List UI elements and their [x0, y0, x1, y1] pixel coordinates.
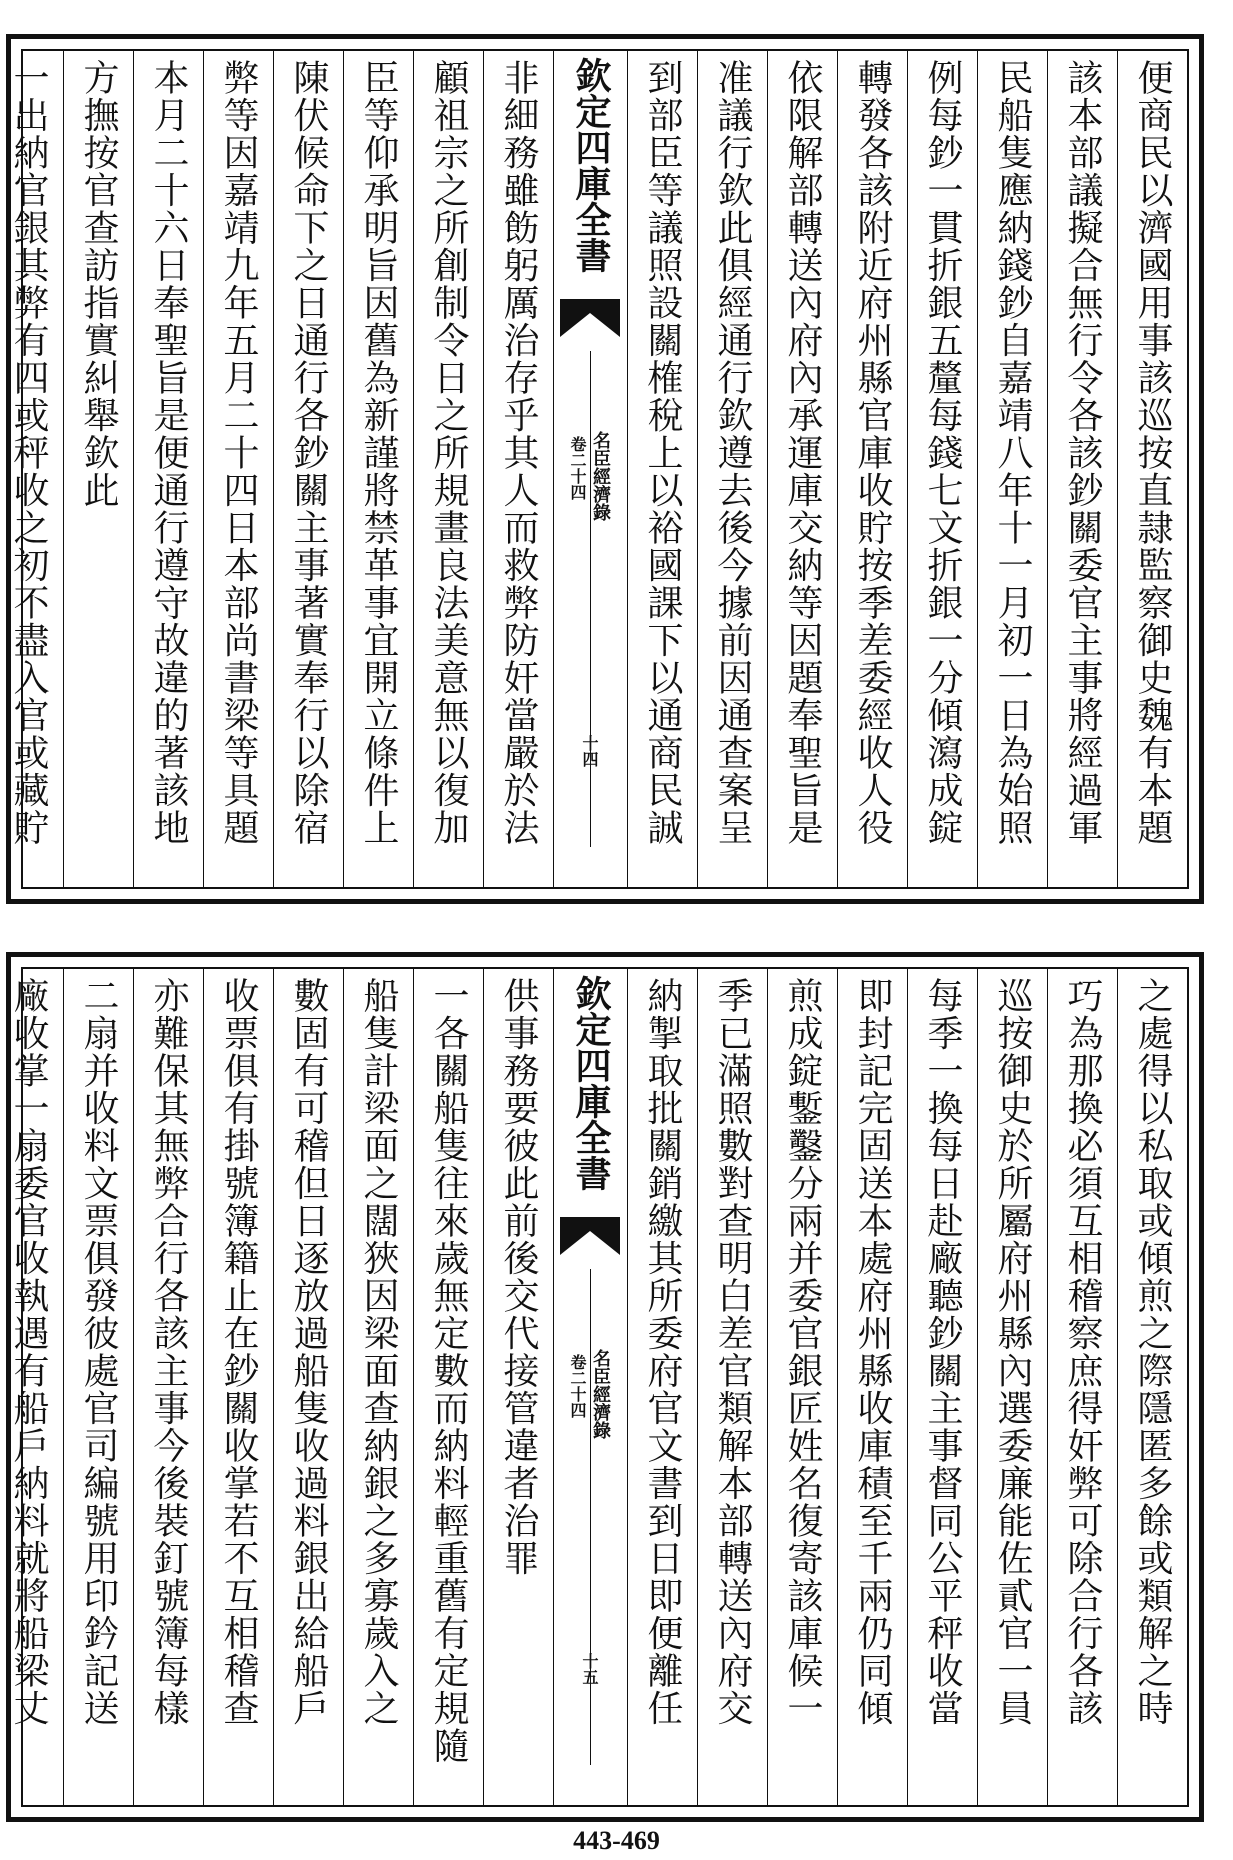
text-column: 數固有可稽但日逐放過船隻收過料銀出給船戶	[273, 969, 343, 1805]
text-column: 供事務要彼此前後交代接管違者治罪	[483, 969, 553, 1805]
center-spine	[553, 51, 627, 887]
text-column: 例每鈔一貫折銀五釐每錢七文折銀一分傾瀉成錠	[907, 51, 977, 887]
text-column: 本月二十六日奉聖旨是便通行遵守故違的著該地	[133, 51, 203, 887]
text-column: 一出納官銀其弊有四或秤收之初不盡入官或藏貯	[8, 59, 49, 847]
text-column: 民船隻應納錢鈔自嘉靖八年十一月初一日為始照	[977, 51, 1047, 887]
page-top	[6, 34, 1204, 904]
spine-rule	[590, 351, 591, 847]
text-column: 巧為那換必須互相稽察庶得奸弊可除合行各該	[1047, 969, 1117, 1805]
text-column: 收票俱有掛號簿籍止在鈔關收掌若不互相稽查	[203, 969, 273, 1805]
spine-book-title: 名臣經濟錄	[590, 1349, 611, 1439]
fishtail-mark-icon	[560, 299, 620, 337]
text-column: 二扇并收料文票俱發彼處官司編號用印鈐記送	[63, 969, 133, 1805]
spine-book-title: 名臣經濟錄	[590, 431, 611, 521]
page-bottom	[6, 952, 1204, 1822]
text-column: 船隻計梁面之闊狹因梁面查納銀之多寡歲入之	[343, 969, 413, 1805]
text-column: 依限解部轉送內府內承運庫交納等因題奉聖旨是	[767, 51, 837, 887]
spine-page-number: 十五	[580, 1653, 599, 1685]
text-column: 非細務雖飭躬厲治存乎其人而救弊防奸當嚴於法	[483, 51, 553, 887]
text-column: 煎成錠鏨鑿分兩并委官銀匠姓名復寄該庫候一	[767, 969, 837, 1805]
text-column: 方撫按官查訪指實糾舉欽此	[63, 51, 133, 887]
page-top-frame	[8, 49, 1189, 889]
page-range-label: 443-469	[573, 1826, 660, 1855]
text-column: 准議行欽此俱經通行欽遵去後今據前因通查案呈	[697, 51, 767, 887]
text-column: 一各關船隻往來歲無定數而納料輕重舊有定規隨	[413, 969, 483, 1805]
text-column: 轉發各該附近府州縣官庫收貯按季差委經收人役	[837, 51, 907, 887]
text-column: 納掣取批關銷繳其所委府官文書到日即便離任	[627, 969, 697, 1805]
spine-volume: 卷二十四	[568, 436, 587, 500]
text-column: 到部臣等議照設關榷稅上以裕國課下以通商民誠	[627, 51, 697, 887]
text-column: 廠收掌一扇委官收執遇有船戶納料就將船梁丈	[8, 977, 49, 1727]
text-column: 之處得以私取或傾煎之際隱匿多餘或類解之時	[1117, 969, 1187, 1805]
spine-rule	[590, 1269, 591, 1765]
text-column: 臣等仰承明旨因舊為新謹將禁革事宜開立條件上	[343, 51, 413, 887]
page-bottom-frame	[8, 967, 1189, 1807]
text-column: 季已滿照數對查明白差官類解本部轉送內府交	[697, 969, 767, 1805]
text-column: 陳伏候命下之日通行各鈔關主事著實奉行以除宿	[273, 51, 343, 887]
text-column: 每季一換每日赴廠聽鈔關主事督同公平秤收當	[907, 969, 977, 1805]
spine-page-number: 十四	[580, 735, 599, 767]
text-column: 亦難保其無弊合行各該主事今後裝釘號簿每樣	[133, 969, 203, 1805]
center-spine	[553, 969, 627, 1805]
text-column: 巡按御史於所屬府州縣內選委廉能佐貳官一員	[977, 969, 1047, 1805]
fishtail-mark-icon	[560, 1217, 620, 1255]
spine-title: 欽定四庫全書	[570, 57, 612, 273]
spine-volume: 卷二十四	[568, 1354, 587, 1418]
text-column: 顧祖宗之所創制令日之所規畫良法美意無以復加	[413, 51, 483, 887]
text-column: 該本部議擬合無行令各該鈔關委官主事將經過軍	[1047, 51, 1117, 887]
text-column: 便商民以濟國用事該巡按直隷監察御史魏有本題	[1117, 51, 1187, 887]
text-column: 即封記完固送本處府州縣收庫積至千兩仍同傾	[837, 969, 907, 1805]
text-column: 弊等因嘉靖九年五月二十四日本部尚書梁等具題	[203, 51, 273, 887]
spine-title: 欽定四庫全書	[570, 975, 612, 1191]
